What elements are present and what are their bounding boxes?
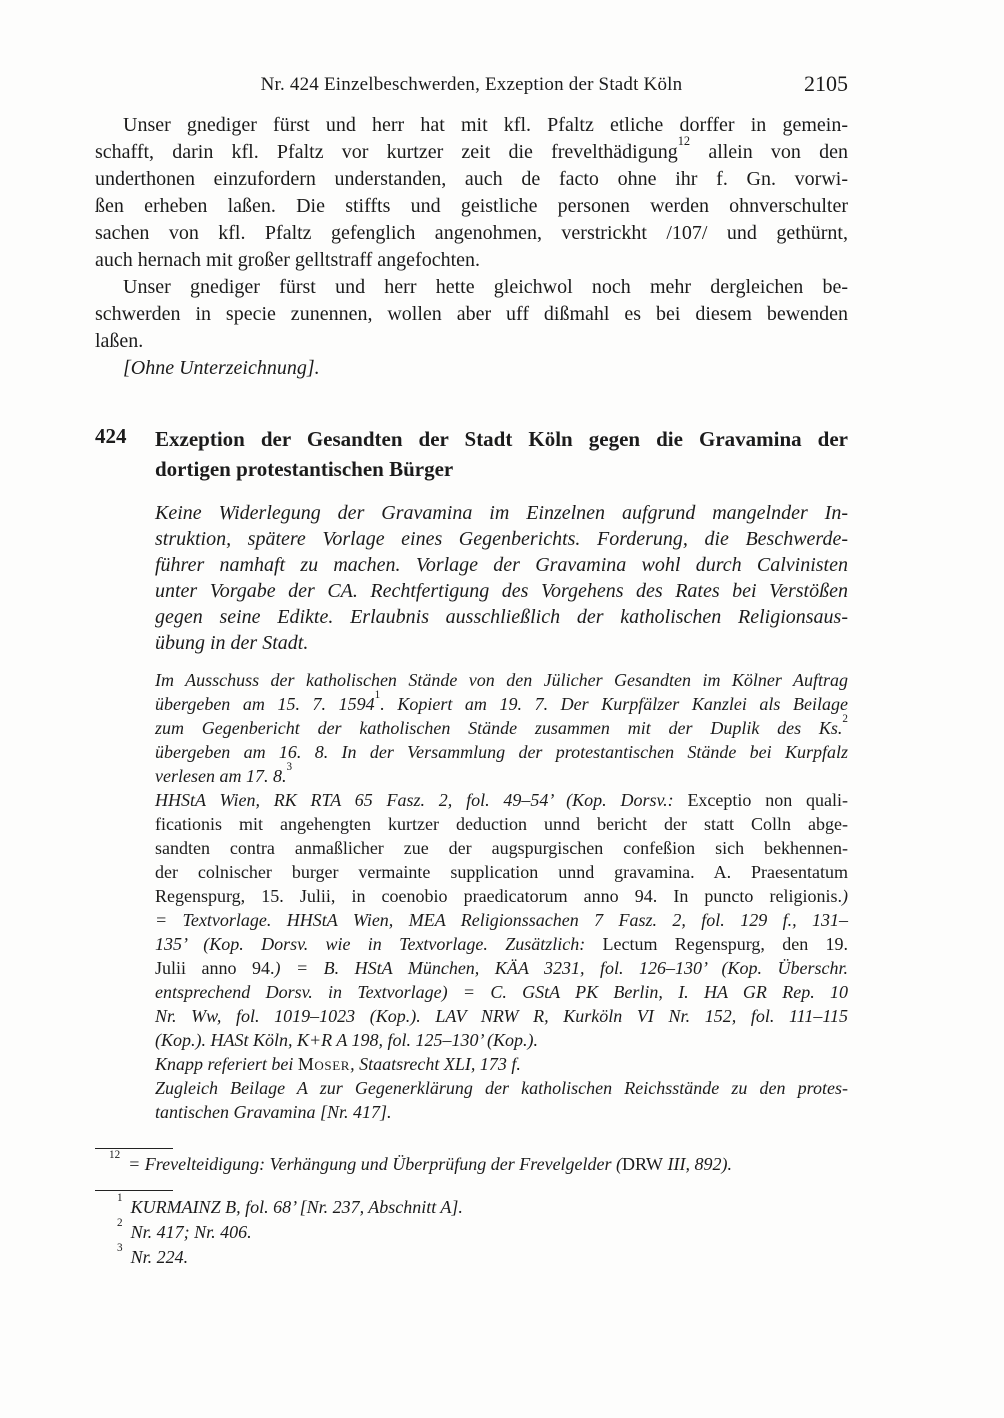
text-run: Im Ausschuss der katholischen Stände von den Jülicher Gesandten im Kölner Auftrag <box>155 670 848 690</box>
text-line <box>155 760 848 788</box>
kopfregest-block <box>155 668 848 788</box>
text-run: entsprechend Dorsv. in Textvorlage) = C. GStA PK Berlin, I. HA GR Rep. 10 <box>155 982 848 1002</box>
footnote-separator-rule <box>95 1148 173 1149</box>
text-run: Unser gnediger fürst und herr hat mit kfl. Pfaltz etliche dorffer in gemein- <box>123 114 848 136</box>
text-line <box>155 932 848 956</box>
text-run: [Ohne Unterzeichnung]. <box>123 357 320 379</box>
text-run: Nr. Ww, fol. 1019–1023 (Kop.). LAV NRW R, Kurköln VI Nr. 152, fol. 111–115 <box>155 1006 848 1026</box>
text-run: schwerden in specie zunennen, wollen aber uff dißmahl es bei diesem bewenden <box>95 303 848 325</box>
text-line <box>95 247 848 274</box>
footnote-12 <box>95 1148 848 1177</box>
text-line <box>155 526 848 552</box>
previous-document-paragraph-2 <box>95 274 848 355</box>
text-line <box>155 712 848 740</box>
text-line <box>95 166 848 193</box>
text-line <box>155 860 848 884</box>
text-run: verlesen am 17. 8. <box>155 766 287 786</box>
text-run: Unser gnediger fürst und herr hette gleichwol noch mehr dergleichen be- <box>123 276 848 298</box>
text-run: DRW <box>622 1154 664 1174</box>
text-line <box>155 1100 848 1124</box>
footnotes-group <box>95 1191 848 1270</box>
text-line <box>155 1052 848 1076</box>
text-run: allein von den <box>690 141 848 163</box>
text-run: KURMAINZ B, fol. 68’ [Nr. 237, Abschnitt A]. <box>130 1197 463 1217</box>
text-line <box>95 1148 848 1177</box>
page-header <box>95 71 848 100</box>
text-run: übergeben am 16. 8. In der Versammlung der protestantischen Stände bei Kurpfalz <box>155 742 848 762</box>
text-run: ßen erheben laßen. Die stiffts und geistliche personen werden ohnverschulter <box>95 195 848 217</box>
text-line <box>95 112 848 139</box>
document-number: 424 <box>95 424 127 448</box>
text-run: tantischen Gravamina [Nr. 417]. <box>155 1102 392 1122</box>
text-run: übung in der Stadt. <box>155 632 309 654</box>
text-run: Exceptio non quali- <box>687 790 848 810</box>
text-line <box>155 812 848 836</box>
footnote-marker: 2 <box>117 1216 123 1229</box>
text-line <box>155 668 848 692</box>
text-line <box>95 1241 848 1270</box>
text-line <box>95 355 848 382</box>
document-424-heading <box>95 424 848 484</box>
footnote-marker: 2 <box>842 712 848 725</box>
text-run: gegen seine Edikte. Erlaubnis ausschließlich der katholischen Religionsaus- <box>155 606 848 628</box>
summary-regest-block <box>155 500 848 656</box>
text-line <box>155 740 848 764</box>
text-line <box>155 1076 848 1100</box>
text-run: ) = B. HStA München, KÄA 3231, fol. 126–130’ (Kop. Überschr. <box>274 958 849 978</box>
text-run: ficationis mit angehengten kurtzer deduction unnd bericht der statt Colln abge- <box>155 814 848 834</box>
text-run: underthonen einzufordern understanden, auch de facto ohne ihr f. Gn. vorwi- <box>95 168 848 190</box>
document-title <box>155 424 848 484</box>
text-run: ) <box>842 886 848 906</box>
text-run: auch hernach mit großer gelltstraff angefochten. <box>95 249 481 271</box>
text-line <box>155 454 848 484</box>
text-run: Nr. 224. <box>130 1247 189 1267</box>
text-line <box>155 578 848 604</box>
text-line <box>155 424 848 454</box>
text-run: Exzeption der Gesandten der Stadt Köln gegen die Gravamina der <box>155 427 848 451</box>
text-run: (Kop.). HASt Köln, K+R A 198, fol. 125–130’ (Kop.). <box>155 1030 538 1050</box>
text-run: Nr. 417; Nr. 406. <box>130 1222 252 1242</box>
text-line <box>95 220 848 247</box>
text-line <box>95 1216 848 1245</box>
text-run: zum Gegenbericht der katholischen Stände zusammen mit der Duplik des Ks. <box>155 718 843 738</box>
text-run: Keine Widerlegung der Gravamina im Einzelnen aufgrund mangelnder In- <box>155 502 848 524</box>
text-line <box>155 836 848 860</box>
footnote-marker: 12 <box>677 133 691 148</box>
text-run: = Frevelteidigung: Verhängung und Überprüfung der Frevelgelder ( <box>128 1154 623 1174</box>
text-run: unter Vorgabe der CA. Rechtfertigung des Vorgehens des Rates bei Verstößen <box>155 580 848 602</box>
text-run: Lectum Regenspurg, den 19. <box>602 934 848 954</box>
text-line <box>155 908 848 932</box>
text-run: schafft, darin kfl. Pfaltz vor kurtzer zeit die frevelthädigung <box>95 141 678 163</box>
footnote-marker: 1 <box>374 688 381 701</box>
text-line <box>155 552 848 578</box>
text-line <box>95 193 848 220</box>
text-line <box>155 980 848 1004</box>
text-line <box>155 688 848 716</box>
footnote-marker: 3 <box>286 760 293 773</box>
text-line <box>95 301 848 328</box>
text-run: der colnischer burger vermainte supplication unnd gravamina. A. Praesentatum <box>155 862 848 882</box>
text-run: = Textvorlage. HHStA Wien, MEA Religionssachen 7 Fasz. 2, fol. 129 f., 131– <box>155 910 848 930</box>
text-run: dortigen protestantischen Bürger <box>155 457 454 481</box>
text-run: Knapp referiert bei <box>155 1054 298 1074</box>
footnote-marker: 1 <box>117 1191 123 1204</box>
text-run: sandten contra anmaßlicher zue der augspurgischen confeßion sich bekhennen- <box>155 838 848 858</box>
signature-note <box>95 355 848 382</box>
text-line <box>155 1004 848 1028</box>
text-run: führer namhaft zu machen. Vorlage der Gravamina wohl durch Calvinisten <box>155 554 848 576</box>
text-run: übergeben am 15. 7. 1594 <box>155 694 375 714</box>
text-run: HHStA Wien, RK RTA 65 Fasz. 2, fol. 49–54’ (Kop. Dorsv.: <box>155 790 688 810</box>
text-run: III, 892). <box>663 1154 733 1174</box>
previous-document-paragraph-1 <box>95 112 848 274</box>
text-line <box>95 133 848 166</box>
text-run: struktion, spätere Vorlage eines Gegenberichts. Forderung, die Beschwerde- <box>155 528 848 550</box>
text-line <box>95 328 848 355</box>
text-line <box>155 630 848 656</box>
archival-references-block <box>155 788 848 1124</box>
text-run: Regenspurg, 15. Julii, in coenobio praedicatorum anno 94. In puncto religionis. <box>155 886 842 906</box>
running-header: Nr. 424 Einzelbeschwerden, Exzeption der Stadt Köln <box>260 74 683 95</box>
text-run: sachen von kfl. Pfaltz gefenglich angenohmen, verstrickht /107/ und gethürnt, <box>95 222 848 244</box>
text-line <box>95 274 848 301</box>
text-line <box>155 500 848 526</box>
text-run: Moser <box>297 1054 351 1074</box>
footnote-marker: 3 <box>117 1241 123 1254</box>
text-run: laßen. <box>95 330 144 352</box>
text-run: Julii anno 94. <box>155 958 275 978</box>
text-run: Zugleich Beilage A zur Gegenerklärung der katholischen Reichsstände zu den protes- <box>155 1078 848 1098</box>
text-run: , Staatsrecht XLI, 173 f. <box>350 1054 521 1074</box>
text-line <box>155 1028 848 1052</box>
text-line <box>155 956 848 980</box>
text-line <box>155 604 848 630</box>
text-run: 135’ (Kop. Dorsv. wie in Textvorlage. Zusätzlich: <box>155 934 603 954</box>
page-number: 2105 <box>804 71 848 96</box>
text-run: . Kopiert am 19. 7. Der Kurpfälzer Kanzlei als Beilage <box>380 694 848 714</box>
text-line <box>155 884 848 908</box>
text-line <box>155 788 848 812</box>
footnote-marker: 12 <box>109 1148 121 1161</box>
text-line <box>95 1191 848 1220</box>
footnote-separator-rule <box>95 1190 173 1191</box>
